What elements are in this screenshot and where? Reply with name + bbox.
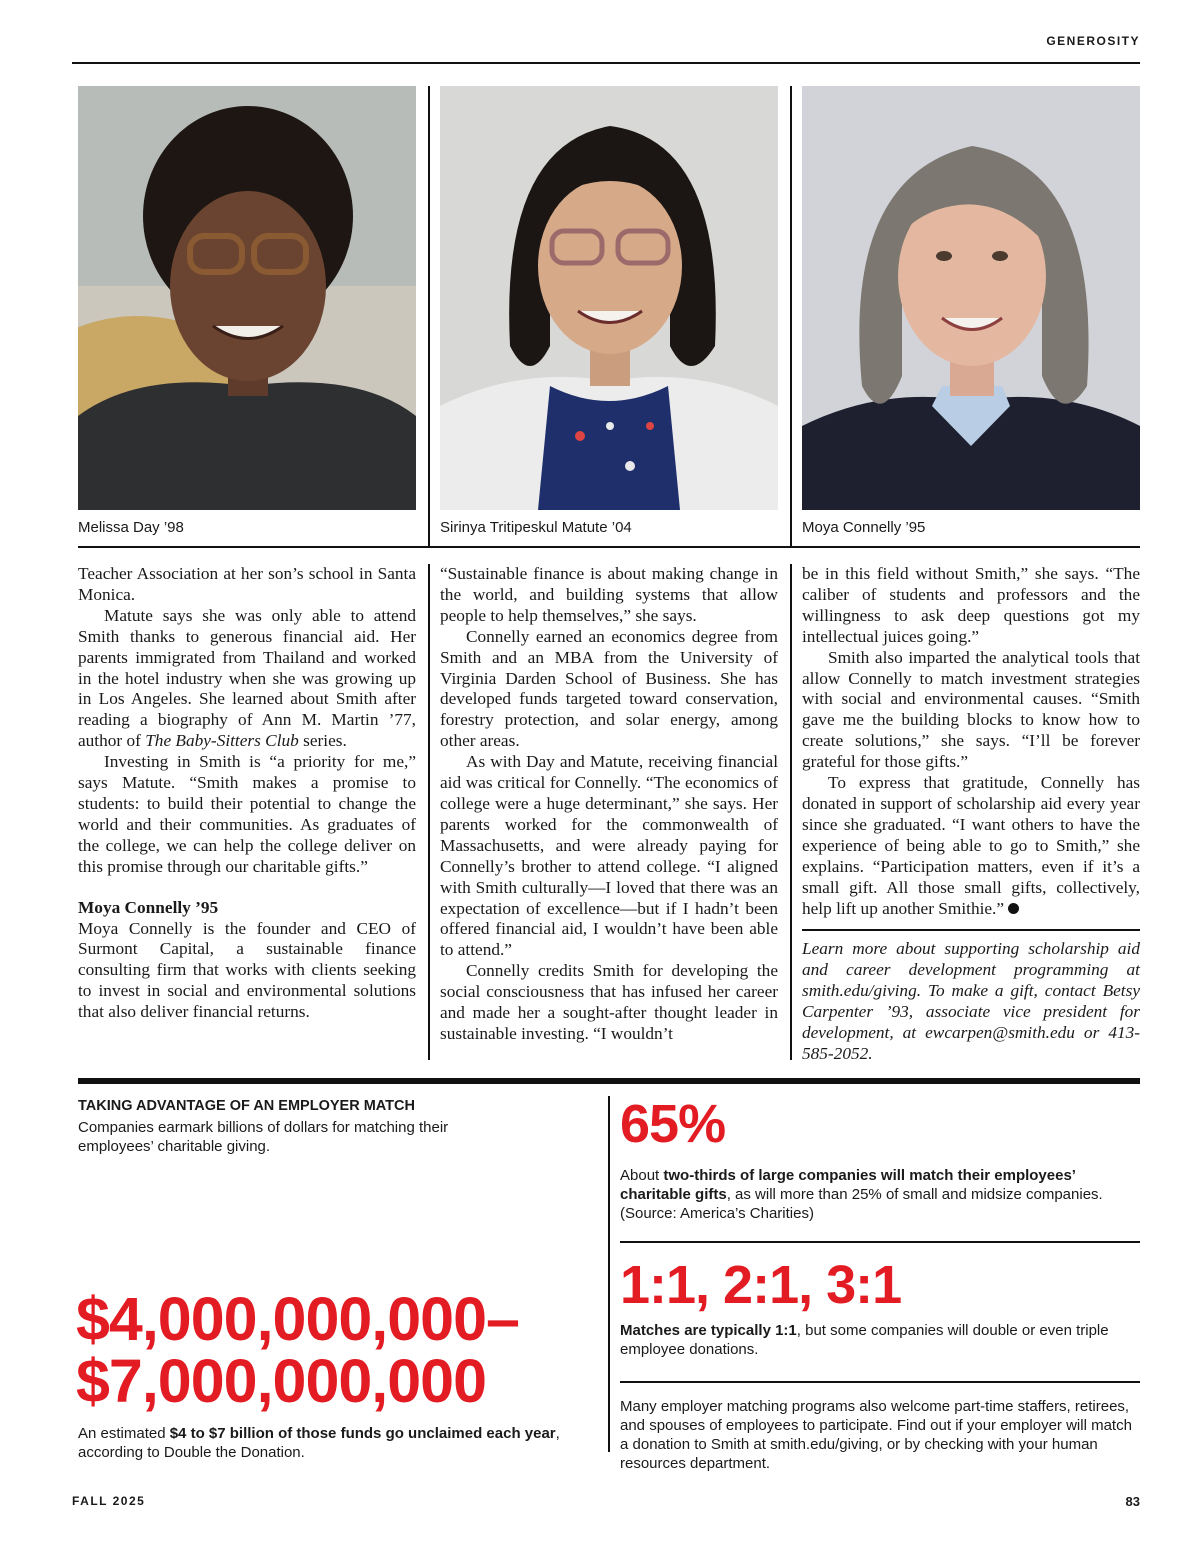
paragraph: As with Day and Matute, receiving financial aid was critical for Connelly. “The economics of college were a huge determinant,” she says. Her parents worked for the commonwealth of Massachusetts, and were already paying for Connelly’s brother to attend college. “I aligned with Smith culturally—I loved that there was an expectation of excellence—but if I hadn’t been offered financial aid, I wouldn’t have been able to attend.” [440, 752, 778, 960]
caption-melissa-day: Melissa Day ’98 [78, 519, 184, 536]
stat-65-text [620, 1166, 1140, 1223]
article-column-2 [440, 564, 778, 1045]
paragraph: Smith also imparted the analytical tools that allow Connelly to match investment strategies with social and environmental causes. “Smith gave me the building blocks to know how to create solutions,” she says. “I’ll be forever grateful for those gifts.” [802, 647, 1140, 772]
text-run: About [620, 1167, 664, 1184]
figure-line: $4,000,000,000– [76, 1285, 519, 1353]
text-run: series. [298, 731, 347, 751]
photo-melissa-day [78, 86, 416, 510]
subhead-moya-connelly: Moya Connelly ’95 [78, 897, 219, 917]
stat-ratios-text [620, 1321, 1140, 1359]
column-divider [790, 86, 792, 546]
caption-rule [78, 546, 1140, 548]
page-number: 83 [1125, 1494, 1140, 1509]
top-rule [72, 62, 1140, 64]
text-run: Matute says she was only able to attend Smith thanks to generous financial aid. Her parents immigrated from Thailand and worked in the hotel industry when she was growing up in Los Angeles. She learned about Smith after reading a biography of Ann M. Martin ’77, author of [78, 605, 416, 751]
section-label: GENEROSITY [1046, 34, 1140, 48]
caption-sirinya-matute: Sirinya Tritipeskul Matute ’04 [440, 519, 632, 536]
photo-moya-connelly [802, 86, 1140, 510]
paragraph: be in this field without Smith,” she says. “The caliber of students and professors and the willingness to ask deep questions got my intellectual juices going.” [802, 564, 1140, 646]
text-run-bold: $4 to $7 billion of those funds go unclaimed each year [169, 1425, 556, 1442]
unclaimed-funds-figure [76, 1285, 519, 1415]
figure-line: $7,000,000,000 [76, 1347, 487, 1415]
text-run: To express that gratitude, Connelly has donated in support of scholarship aid every year since she graduated. “I want others to have the experience of being able to go to Smith,” she explains. “Participation matters, even if it’s a small gift. All those small gifts, collectively, help lift up another Smithie.” [802, 773, 1140, 918]
paragraph: Connelly credits Smith for developing the social consciousness that has infused her career and made her a sought-after thought leader in sustainable investing. “I wouldn’t [440, 961, 778, 1043]
text-run: , but some companies will double or even triple employee donations. [620, 1322, 1109, 1358]
text-run: , according to Double the Donation. [78, 1425, 560, 1461]
paragraph: Moya Connelly is the founder and CEO of Surmont Capital, a sustainable finance consulting firm that works with clients seeking to invest in social and environmental solutions that also deliver financial returns. [78, 918, 416, 1022]
learn-more-rule [802, 929, 1140, 931]
text-run: An estimated [78, 1425, 170, 1442]
paragraph: “Sustainable finance is about making change in the world, and building systems that allow people to help themselves,” she says. [440, 564, 778, 625]
photo-sirinya-matute [440, 86, 778, 510]
learn-more-note: Learn more about supporting scholarship aid and career development programming at smith.edu/giving. To make a gift, contact Betsy Carpenter ’93, associate vice president for development, at ewcarpen@smith.edu or 413-585-2052. [802, 939, 1140, 1063]
article-column-1 [78, 564, 416, 1023]
stat-match-ratios: 1:1, 2:1, 3:1 [620, 1255, 902, 1315]
match-box-subtitle: Companies earmark billions of dollars for matching their employees’ charitable giving. [78, 1119, 449, 1155]
paragraph: Investing in Smith is “a priority for me,” says Matute. “Smith makes a promise to students: to build their potential to change the world and their communities. As graduates of the college, we can help the college deliver on this promise through our charitable gifts.” [78, 752, 416, 876]
stat-programs-text: Many employer matching programs also welcome part-time staffers, retirees, and spouses of employees to participate. Find out if your employer will match a donation to Smith at smith.edu/giving, or by checking with your human resources department. [620, 1398, 1132, 1472]
text-run: , as will more than 25% of small and midsize companies. (Source: America’s Charities) [620, 1186, 1103, 1222]
sidebar-top-rule [78, 1078, 1140, 1084]
paragraph: Connelly earned an economics degree from Smith and an MBA from the University of Virginia Darden School of Business. She has developed funds targeted toward conservation, forestry protection, and solar energy, among other areas. [440, 626, 778, 751]
column-divider [428, 564, 430, 1060]
match-box-title: TAKING ADVANTAGE OF AN EMPLOYER MATCH [78, 1098, 415, 1114]
caption-moya-connelly: Moya Connelly ’95 [802, 519, 926, 536]
stat-65-percent: 65% [620, 1094, 726, 1154]
column-divider [428, 86, 430, 546]
book-title: The Baby-Sitters Club [145, 731, 299, 751]
match-stats [620, 1096, 1140, 1473]
paragraph [802, 773, 1140, 919]
stat-rule [620, 1241, 1140, 1243]
stat-rule [620, 1381, 1140, 1383]
column-divider [790, 564, 792, 1060]
paragraph: Teacher Association at her son’s school in Santa Monica. [78, 564, 416, 604]
issue-label: FALL 2025 [72, 1494, 146, 1508]
paragraph [78, 606, 416, 752]
text-run-bold: two-thirds of large companies will match their employees’ charitable gifts [620, 1167, 1076, 1203]
unclaimed-funds-note [78, 1424, 608, 1462]
article-column-3 [802, 564, 1140, 1065]
text-run-bold: Matches are typically 1:1 [620, 1322, 797, 1339]
end-mark-icon [1008, 903, 1019, 914]
sidebar-divider [608, 1096, 610, 1452]
